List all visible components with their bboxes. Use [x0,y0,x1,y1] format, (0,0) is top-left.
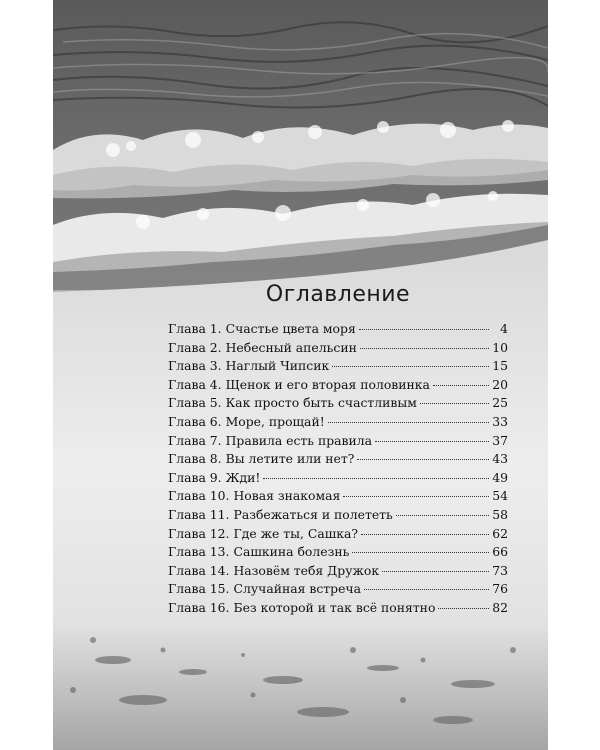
toc-entry [168,413,508,432]
toc-entry-page-number: 15 [492,358,508,374]
toc-entry [168,394,508,413]
toc-entry-chapter: Глава 3. [168,358,222,374]
toc-entry-title: Разбежаться и полететь [233,506,393,522]
toc-entry-chapter: Глава 5. [168,395,222,411]
toc-entry-leader [357,459,489,460]
toc-entry-page-number: 33 [492,413,508,429]
toc-entry-chapter: Глава 13. [168,544,230,560]
toc-entry-page-number: 58 [492,506,508,522]
toc-entry-title: Новая знакомая [233,488,341,504]
toc-entry-chapter: Глава 15. [168,581,230,597]
toc-entry-page-number: 43 [492,451,508,467]
toc-entry-title: Сашкина болезнь [233,544,350,560]
toc-entry [168,562,508,581]
toc-entry-chapter: Глава 11. [168,506,230,522]
toc-entry-title: Море, прощай! [225,413,325,429]
toc-entry-title: Где же ты, Сашка? [233,525,359,541]
toc-entry-leader [332,366,489,367]
table-of-contents [168,280,508,618]
toc-entry-page-number: 10 [492,339,508,355]
toc-entry [168,487,508,506]
toc-entry [168,432,508,451]
toc-entry-chapter: Глава 9. [168,469,222,485]
toc-entry [168,506,508,525]
toc-entry-leader [361,534,489,535]
toc-entry-title: Вы летите или нет? [225,451,355,467]
toc-entry-page-number: 66 [492,544,508,560]
toc-entry-chapter: Глава 7. [168,432,222,448]
toc-entry-chapter: Глава 1. [168,321,222,336]
toc-entry-title: Как просто быть счастливым [225,395,417,411]
toc-entry-page-number: 4 [500,321,508,336]
toc-entry-leader [359,329,489,330]
toc-entry [168,357,508,376]
toc-entry-page-number: 73 [492,562,508,578]
toc-entry-leader [375,441,489,442]
toc-entry-title: Назовём тебя Дружок [233,562,380,578]
toc-entry [168,450,508,469]
toc-entry-page-number: 25 [492,395,508,411]
toc-entry-chapter: Глава 2. [168,339,222,355]
toc-entry-chapter: Глава 16. [168,599,230,615]
toc-entry-title: Правила есть правила [225,432,373,448]
toc-entry-leader [352,552,489,553]
toc-entry-page-number: 62 [492,525,508,541]
toc-entry-chapter: Глава 8. [168,451,222,467]
toc-entry [168,525,508,544]
toc-entry [168,320,508,339]
toc-entry-leader [433,385,489,386]
toc-entry [168,469,508,488]
toc-entry-chapter: Глава 14. [168,562,230,578]
toc-entry-title: Без которой и так всё понятно [233,599,436,615]
toc-entry-title: Небесный апельсин [225,339,357,355]
toc-entry-leader [263,478,489,479]
toc-entry-chapter: Глава 4. [168,376,222,392]
toc-entry-leader [420,403,489,404]
toc-entry-title: Наглый Чипсик [225,358,330,374]
toc-entry-chapter: Глава 12. [168,525,230,541]
toc-entry [168,376,508,395]
toc-entry-chapter: Глава 6. [168,413,222,429]
toc-entry-leader [364,589,489,590]
toc-entry-page-number: 20 [492,376,508,392]
toc-entry-leader [438,608,489,609]
toc-entry-page-number: 76 [492,581,508,597]
toc-entry-leader [343,496,489,497]
toc-entry-page-number: 54 [492,488,508,504]
toc-title: Оглавление [265,282,411,307]
toc-entry [168,543,508,562]
toc-entry-leader [360,348,489,349]
toc-entry [168,339,508,358]
toc-entry-leader [396,515,489,516]
toc-list [168,320,508,618]
book-page [53,0,548,750]
toc-entry-page-number: 37 [492,432,508,448]
toc-entry-page-number: 82 [492,599,508,615]
toc-entry-page-number: 49 [492,469,508,485]
toc-entry [168,599,508,618]
toc-entry-title: Случайная встреча [233,581,361,597]
toc-entry [168,580,508,599]
toc-entry-leader [382,571,489,572]
toc-entry-title: Щенок и его вторая половинка [225,376,430,392]
toc-entry-chapter: Глава 10. [168,488,230,504]
toc-entry-leader [328,422,489,423]
toc-entry-title: Жди! [225,469,261,485]
toc-entry-title: Счастье цвета моря [225,321,356,336]
